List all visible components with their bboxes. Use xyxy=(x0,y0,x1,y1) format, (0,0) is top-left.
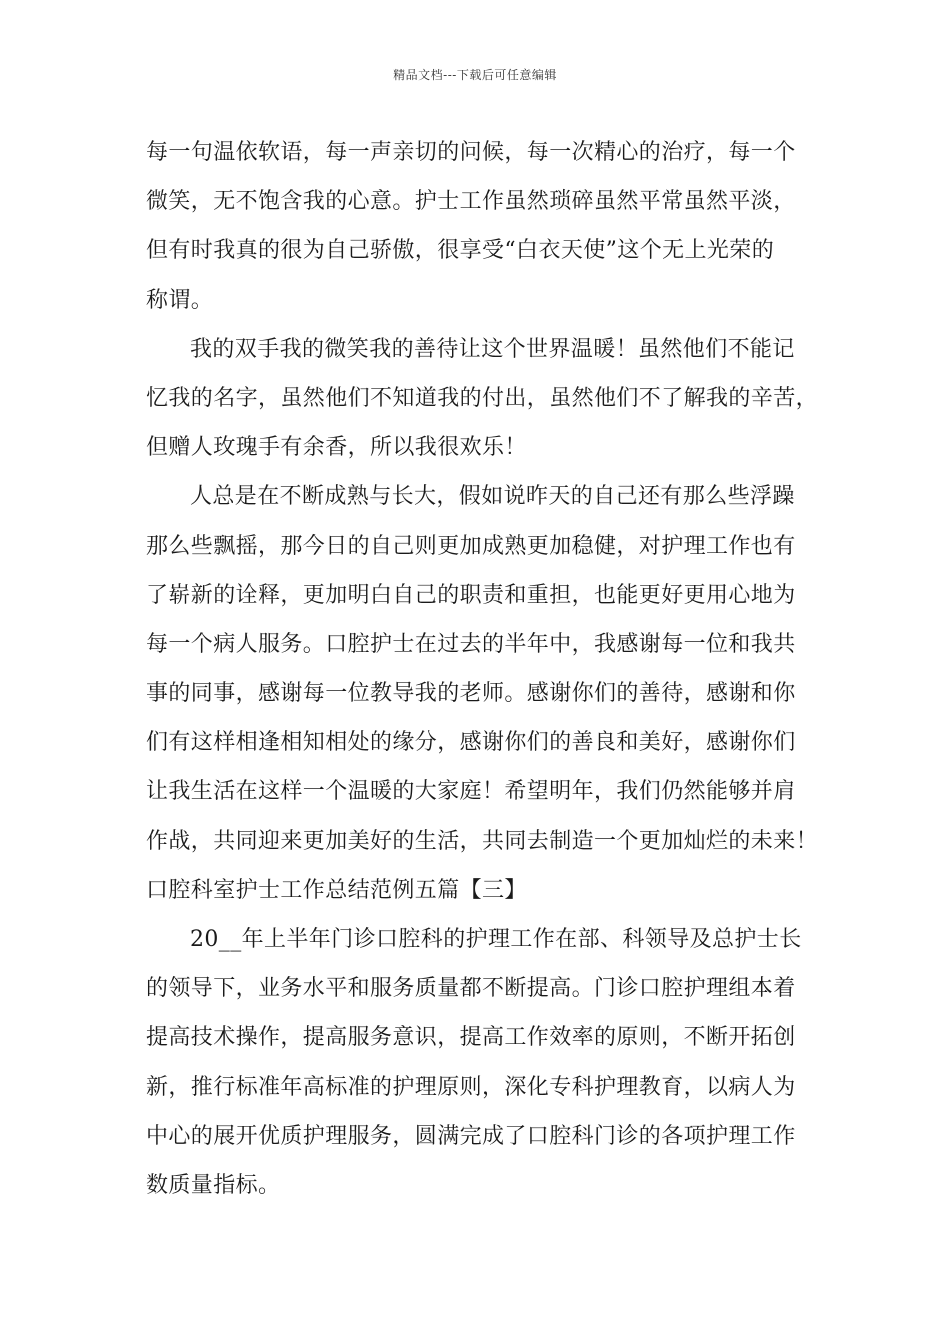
paragraph-first-line: 人总是在不断成熟与长大，假如说昨天的自己还有那么些浮躁 xyxy=(190,484,795,510)
paragraph-first-line: 20__年上半年门诊口腔科的护理工作在部、科领导及总护士长 xyxy=(190,927,802,952)
text-line: 中心的展开优质护理服务，圆满完成了口腔科门诊的各项护理工作 xyxy=(146,1123,796,1149)
text-line: 了崭新的诠释，更加明白自己的职责和重担，也能更好更用心地为 xyxy=(146,582,796,608)
text-line: 那么些飘摇，那今日的自己则更加成熟更加稳健，对护理工作也有 xyxy=(146,533,796,559)
text-line: 们有这样相逢相知相处的缘分，感谢你们的善良和美好，感谢你们 xyxy=(146,730,796,756)
text-line: 称谓。 xyxy=(146,287,214,313)
text-line: 每一句温依软语，每一声亲切的问候，每一次精心的治疗，每一个 xyxy=(146,140,796,165)
text-line: 但有时我真的很为自己骄傲，很享受“白衣天使”这个无上光荣的 xyxy=(146,238,775,264)
text-line: 作战，共同迎来更加美好的生活，共同去制造一个更加灿烂的未来！ xyxy=(146,828,819,854)
text-line: 每一个病人服务。口腔护士在过去的半年中，我感谢每一位和我共 xyxy=(146,631,796,657)
text-line: 事的同事，感谢每一位教导我的老师。感谢你们的善待，感谢和你 xyxy=(146,681,796,707)
paragraph-first-line: 我的双手我的微笑我的善待让这个世界温暖！虽然他们不能记 xyxy=(190,336,795,362)
text-line: 新，推行标准年高标准的护理原则，深化专科护理教育，以病人为 xyxy=(146,1074,796,1100)
text-line: 让我生活在这样一个温暖的大家庭！希望明年，我们仍然能够并肩 xyxy=(146,779,796,805)
text-line: 但赠人玫瑰手有余香，所以我很欢乐！ xyxy=(146,435,527,461)
page-header: 精品文档---下载后可任意编辑 xyxy=(393,68,557,82)
text-line: 数质量指标。 xyxy=(146,1172,281,1198)
text-line: 的领导下，业务水平和服务质量都不断提高。门诊口腔护理组本着 xyxy=(146,976,796,1002)
text-line: 微笑，无不饱含我的心意。护士工作虽然琐碎虽然平常虽然平淡， xyxy=(146,189,796,215)
text-line: 忆我的名字，虽然他们不知道我的付出，虽然他们不了解我的辛苦， xyxy=(146,385,819,411)
document-body xyxy=(146,128,819,1210)
text-line: 提高技术操作，提高服务意识，提高工作效率的原则，不断开拓创 xyxy=(146,1025,796,1051)
section-heading: 口腔科室护士工作总结范例五篇【三】 xyxy=(146,877,527,903)
